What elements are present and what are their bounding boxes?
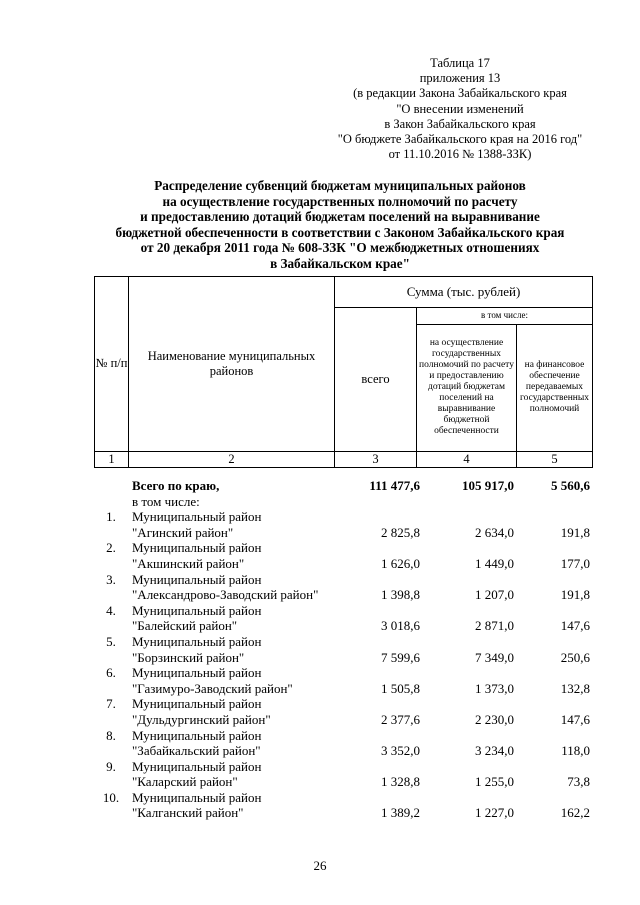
row-name: "Газимуро-Заводский район" [132,680,293,696]
col-including-header: в том числе: [417,307,593,324]
row-v2: 73,8 [567,774,590,790]
col-index-1: 1 [95,451,129,467]
row-number [94,478,128,494]
col-number-header: № п/п [95,276,129,451]
row-total: 1 389,2 [381,805,420,821]
row-v2: 132,8 [560,680,590,696]
row-number [94,650,128,666]
total-sublabel-row [94,494,592,510]
row-v1: 1 449,0 [475,555,514,571]
col-total-header: всего [335,307,417,451]
row-v2: 118,0 [561,743,590,759]
row-v1: 2 634,0 [475,524,514,540]
row-name: "Балейский район" [132,618,238,634]
header-line: приложения 13 [419,71,501,86]
header-line: "О бюджете Забайкальского края на 2016 год" [337,132,583,147]
table-body [94,478,592,821]
row-total: 3 018,6 [381,618,420,634]
table-row [94,743,592,759]
row-type: Муниципальный район [132,789,262,805]
row-name: "Каларский район" [132,774,238,790]
header-line: "О внесении изменений [396,101,524,116]
total-label: Всего по краю, [132,478,220,493]
title-line: на осуществление государственных полномочий по расчету [162,193,518,209]
row-v1: 2 871,0 [475,618,514,634]
row-v1: 7 349,0 [475,649,514,665]
row-number [94,743,128,759]
table-row [94,696,592,712]
col-name-header: Наименование муниципальных районов [129,276,335,451]
table-row [94,572,592,588]
row-name: "Александрово-Заводский район" [132,587,319,603]
table-row [94,603,592,619]
row-v2: 177,0 [560,555,590,571]
table-row [94,665,592,681]
table-row [94,556,592,572]
row-name: "Калганский район" [132,805,244,821]
row-total: 1 328,8 [381,774,420,790]
row-name: "Агинский район" [132,524,234,540]
row-v1: 1 255,0 [475,774,514,790]
row-number [94,556,128,572]
table-row [94,618,592,634]
row-number [94,494,128,510]
row-total: 1 626,0 [381,555,420,571]
row-number [94,618,128,634]
row-total: 3 352,0 [381,743,420,759]
table-row [94,650,592,666]
title-line: и предоставлению дотаций бюджетам поселений на выравнивание [140,209,540,225]
row-number [94,681,128,697]
row-number: 5. [106,633,116,649]
row-v1: 1 227,0 [475,805,514,821]
total-v1: 105 917,0 [462,478,514,493]
table-row [94,681,592,697]
column-number-row [95,451,593,467]
total-row [94,478,592,494]
table-row [94,759,592,775]
row-type: Муниципальный район [132,540,262,556]
row-type: Муниципальный район [132,571,262,587]
row-v2: 250,6 [560,649,590,665]
table-row [94,790,592,806]
table-header [94,276,593,468]
row-number [94,712,128,728]
row-type: Муниципальный район [132,602,262,618]
row-v2: 147,6 [560,618,590,634]
col-index-3: 3 [335,451,417,467]
row-v2: 191,8 [560,587,590,603]
title-line: от 20 декабря 2011 года № 608-ЗЗК "О межбюджетных отношениях [140,240,540,256]
row-number: 8. [106,727,116,743]
row-name: "Борзинский район" [132,649,245,665]
header-line: в Закон Забайкальского края [384,116,536,131]
row-v1: 2 230,0 [475,711,514,727]
row-number: 2. [106,540,116,556]
title-line: Распределение субвенций бюджетам муниципальных районов [154,178,526,193]
row-number: 3. [106,571,116,587]
row-name: "Забайкальский район" [132,743,261,759]
row-total: 7 599,6 [381,649,420,665]
row-name: "Акшинский район" [132,555,245,571]
table-row [94,634,592,650]
table-row [94,587,592,603]
row-v2: 191,8 [560,524,590,540]
row-number: 1. [106,509,116,525]
table-row [94,728,592,744]
row-v1: 1 373,0 [475,680,514,696]
row-number [94,525,128,541]
row-total: 2 825,8 [381,524,420,540]
title-line: бюджетной обеспеченности в соответствии с Законом Забайкальского края [115,224,565,240]
row-v1: 3 234,0 [475,743,514,759]
row-number [94,587,128,603]
table-row [94,712,592,728]
row-total: 2 377,6 [381,711,420,727]
table-row [94,805,592,821]
title-line: в Забайкальском крае" [270,255,410,271]
row-number [94,805,128,821]
row-number [94,774,128,790]
col-sub1-header: на осуществление государственных полномочий по расчету и предоставлению дотаций бюджетам поселений на выравнивание бюджетной обеспеченности [417,324,517,451]
table-row [94,774,592,790]
row-number: 6. [106,665,116,681]
table-row [94,509,592,525]
col-index-5: 5 [517,451,593,467]
total-value: 111 477,6 [369,478,420,493]
header-line: (в редакции Закона Забайкальского края [353,86,567,101]
page-number: 26 [313,858,327,873]
total-v2: 5 560,6 [551,478,590,493]
row-number: 9. [106,758,116,774]
table-row [94,540,592,556]
row-type: Муниципальный район [132,696,262,712]
total-sublabel: в том числе: [132,493,200,509]
row-v2: 147,6 [560,711,590,727]
header-line: от 11.10.2016 № 1388-ЗЗК) [388,147,532,162]
row-v1: 1 207,0 [475,587,514,603]
col-sum-header: Сумма (тыс. рублей) [335,276,593,307]
row-type: Муниципальный район [132,633,262,649]
col-index-2: 2 [129,451,335,467]
table-row [94,525,592,541]
row-total: 1 505,8 [381,680,420,696]
row-total: 1 398,8 [381,587,420,603]
row-number: 7. [106,696,116,712]
row-v2: 162,2 [560,805,590,821]
col-index-4: 4 [417,451,517,467]
header-line: Таблица 17 [430,56,490,70]
col-sub2-header: на финансовое обеспечение передаваемых государственных полномочий [517,324,593,451]
row-type: Муниципальный район [132,665,262,681]
row-number: 4. [106,602,116,618]
row-number: 10. [102,789,120,805]
row-type: Муниципальный район [132,758,262,774]
row-type: Муниципальный район [132,509,262,525]
header-block [300,56,620,162]
document-title [60,178,620,272]
row-name: "Дульдургинский район" [132,711,271,727]
row-type: Муниципальный район [132,727,262,743]
